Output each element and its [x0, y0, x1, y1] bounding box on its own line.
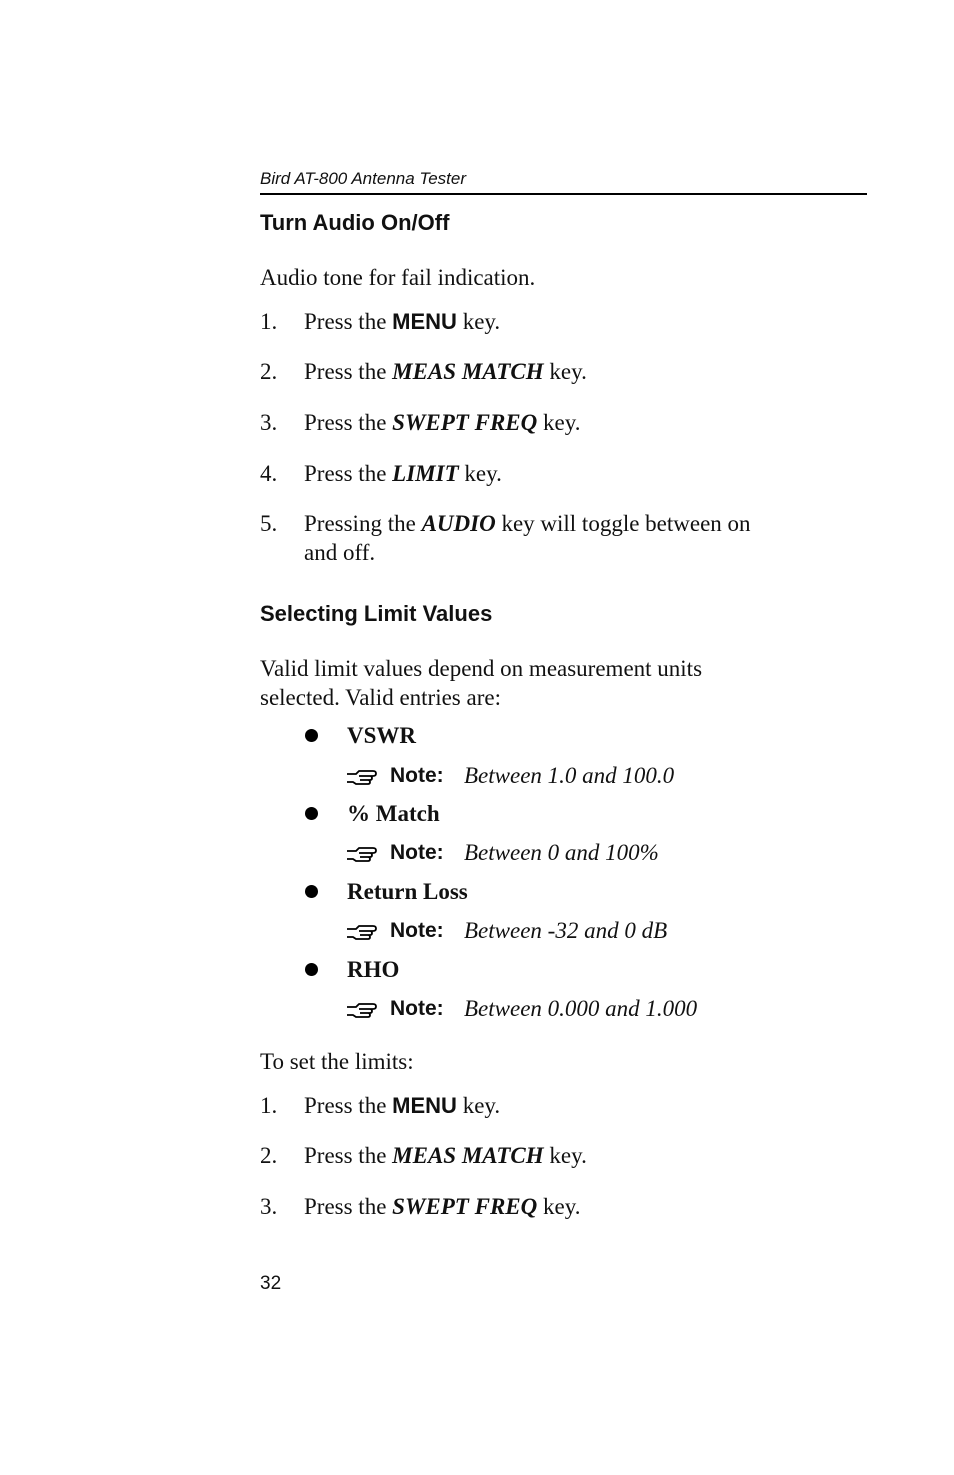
note-text: Between 0 and 100%: [464, 840, 659, 865]
step-number: 3.: [260, 410, 278, 435]
step-number: 2.: [260, 359, 278, 384]
step-number: 5.: [260, 511, 278, 536]
key-name: SWEPT FREQ: [392, 1194, 538, 1219]
note-label: Note:: [390, 919, 444, 942]
entry-label: % Match: [347, 801, 440, 826]
key-name: MEAS MATCH: [392, 1143, 544, 1168]
bullet-dot-icon: [305, 885, 318, 898]
key-name: SWEPT FREQ: [392, 410, 538, 435]
step-number: 3.: [260, 1194, 278, 1219]
document-page: Bird AT-800 Antenna Tester Turn Audio On/Off Audio tone for fail indication. 1. Press the MENU key. 2. Press the MEAS MATCH key. 3. Press the SWEPT FREQ key. 4. Press the LIMIT key. 5. Pressing the AUDIO key will toggle between on and off. Selecting Limit Values Valid limit values depend on measurement units selected. Valid entries are: VSWR Note: Between 1.0 and 100.0 % Match Note: Between 0 and 100% Return Loss Note: Between -32 and 0 dB RHO Note: Between 0.000 and 1.000 To set the limits: 1. Press the MENU key. 2. Press the MEAS MATCH key. 3. Press the SWEPT FREQ key. 32: [0, 0, 954, 1475]
key-name: AUDIO: [421, 511, 496, 536]
key-name: MEAS MATCH: [392, 359, 544, 384]
note-label: Note:: [390, 997, 444, 1020]
section-heading-limit-values: Selecting Limit Values: [260, 601, 493, 626]
step-number: 4.: [260, 461, 278, 486]
bullet-dot-icon: [305, 807, 318, 820]
bullet-dot-icon: [305, 729, 318, 742]
entry-label: RHO: [347, 957, 400, 982]
key-name: LIMIT: [392, 461, 459, 486]
step-number: 2.: [260, 1143, 278, 1168]
audio-intro: Audio tone for fail indication.: [260, 265, 536, 290]
entry-label: VSWR: [347, 723, 417, 748]
limit-values-intro: Valid limit values depend on measurement units selected. Valid entries are:: [260, 656, 703, 710]
note-label: Note:: [390, 764, 444, 787]
section-heading-audio: Turn Audio On/Off: [260, 210, 450, 235]
page-number: 32: [260, 1273, 282, 1294]
step-number: 1.: [260, 1093, 278, 1118]
note-text: Between 0.000 and 1.000: [464, 996, 698, 1021]
note-label: Note:: [390, 841, 444, 864]
note-text: Between -32 and 0 dB: [464, 918, 668, 943]
pointing-hand-icon: [346, 998, 378, 1020]
pointing-hand-icon: [346, 765, 378, 787]
bullet-dot-icon: [305, 963, 318, 976]
running-header: Bird AT-800 Antenna Tester: [260, 169, 867, 195]
entry-label: Return Loss: [347, 879, 468, 904]
key-name: MENU: [392, 309, 457, 334]
note-text: Between 1.0 and 100.0: [464, 763, 675, 788]
key-name: MENU: [392, 1093, 457, 1118]
pointing-hand-icon: [346, 920, 378, 942]
pointing-hand-icon: [346, 842, 378, 864]
set-limits-intro: To set the limits:: [260, 1049, 414, 1074]
step-number: 1.: [260, 309, 278, 334]
